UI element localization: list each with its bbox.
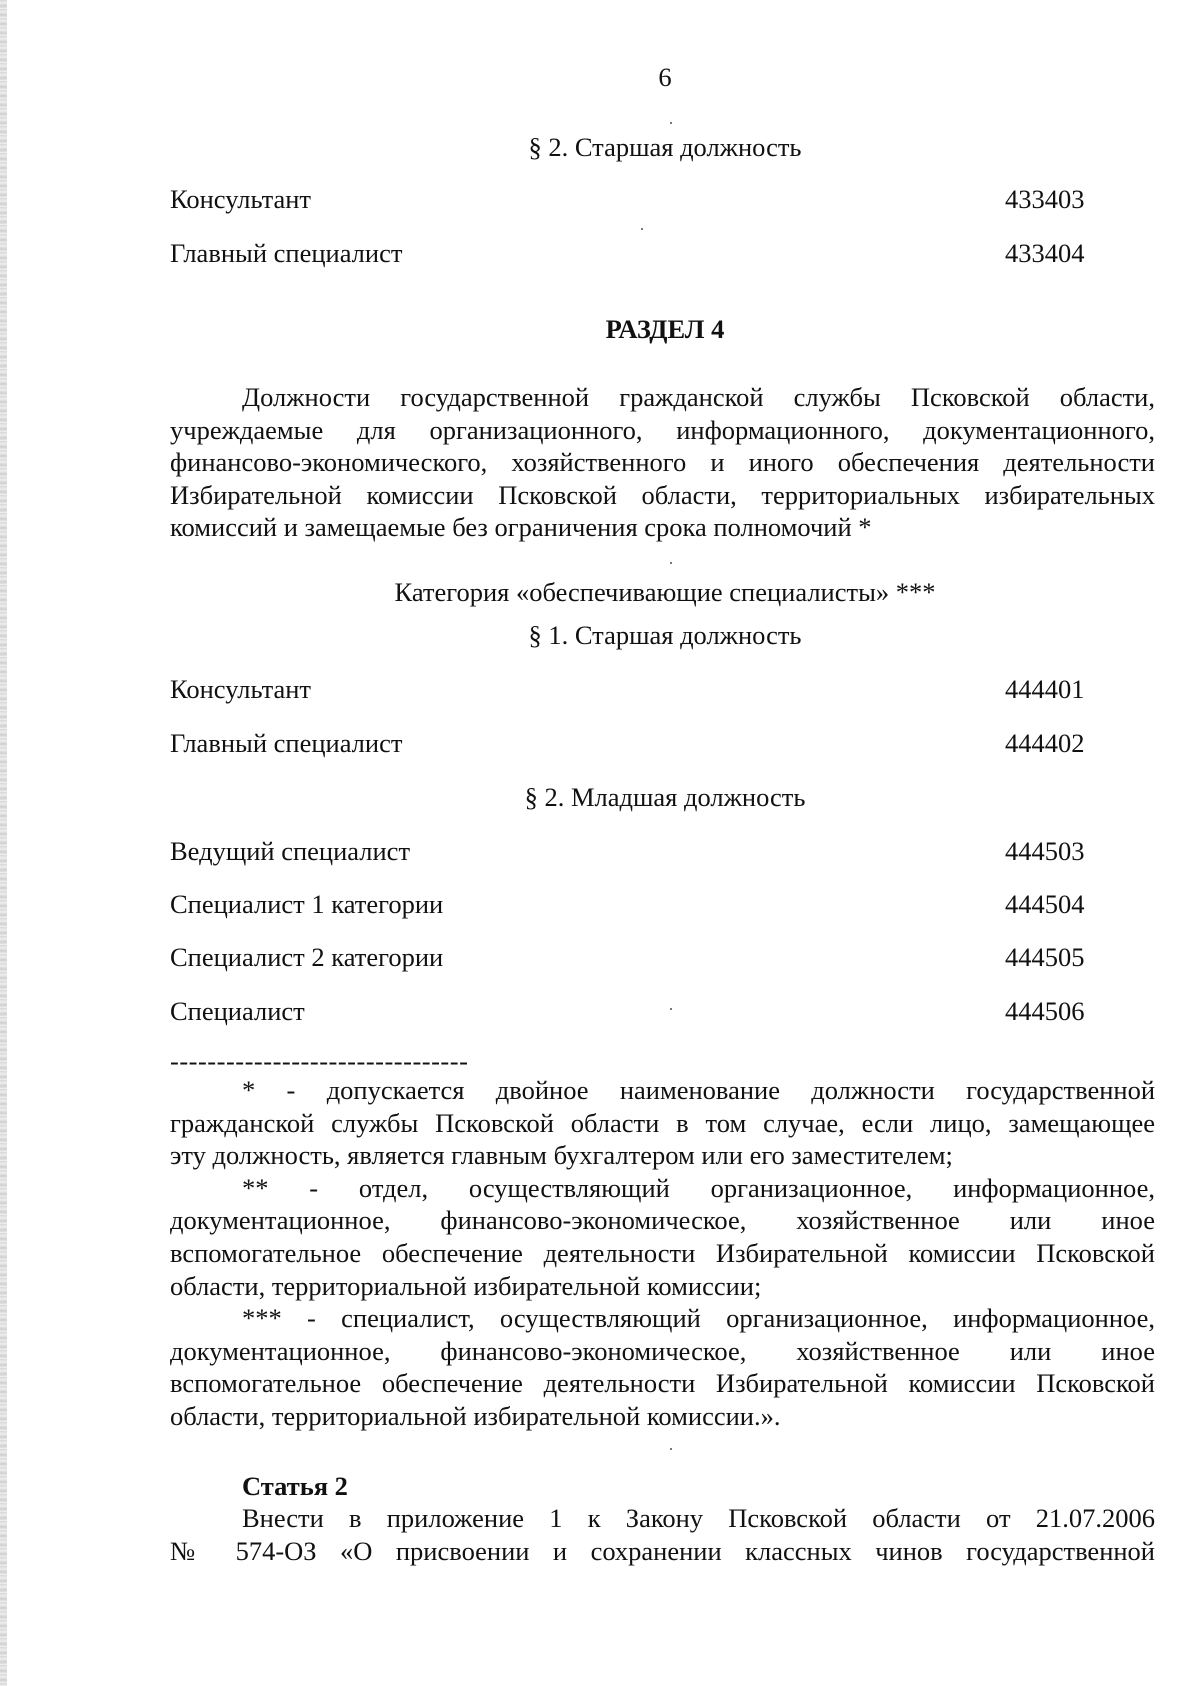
position-title: Главный специалист bbox=[170, 238, 403, 268]
footnote-line: документационное, финансово-экономическое, хозяйственное или иное bbox=[170, 1205, 1155, 1236]
paragraph-line: Внести в приложение 1 к Закону Псковской области от 21.07.2006 bbox=[242, 1503, 1155, 1533]
footnotes bbox=[170, 1074, 1155, 1433]
scan-speck bbox=[670, 562, 672, 564]
scan-speck bbox=[641, 228, 643, 230]
page-number: 6 bbox=[658, 62, 672, 92]
footnote-line: вспомогательное обеспечение деятельности Избирательной комиссии Псковской bbox=[170, 1368, 1155, 1399]
scan-speck bbox=[670, 122, 672, 124]
position-title: Специалист 1 категории bbox=[170, 889, 444, 919]
footnote-line: области, территориальной избирательной комиссии; bbox=[170, 1270, 762, 1301]
position-title: Консультант bbox=[170, 674, 312, 704]
position-code: 444402 bbox=[1005, 728, 1085, 758]
footnote-line: *** - специалист, осуществляющий организационное, информационное, bbox=[242, 1303, 1155, 1334]
group1-subheading: § 1. Старшая должность bbox=[528, 620, 802, 650]
section-heading: РАЗДЕЛ 4 bbox=[605, 314, 725, 344]
position-code: 444505 bbox=[1005, 942, 1085, 972]
footnote-line: ** - отдел, осуществляющий организационное, информационное, bbox=[242, 1172, 1155, 1203]
scan-speck bbox=[670, 1008, 672, 1010]
article-paragraph bbox=[170, 1502, 1155, 1567]
position-title: Консультант bbox=[170, 184, 312, 214]
position-title: Специалист bbox=[170, 996, 305, 1026]
paragraph-line: № 574-ОЗ «О присвоении и сохранении классных чинов государственной bbox=[170, 1535, 1155, 1566]
position-code: 433403 bbox=[1005, 184, 1085, 214]
paragraph-line: Должности государственной гражданской службы Псковской области, bbox=[242, 382, 1155, 412]
position-title: Ведущий специалист bbox=[170, 836, 411, 866]
category-heading: Категория «обеспечивающие специалисты» *** bbox=[394, 577, 936, 607]
footnote-separator: -------------------------------- bbox=[170, 1046, 469, 1076]
footnote-line: документационное, финансово-экономическое, хозяйственное или иное bbox=[170, 1335, 1155, 1366]
scan-speck bbox=[670, 1448, 672, 1450]
footnote-line: области, территориальной избирательной комиссии.». bbox=[170, 1400, 781, 1431]
position-code: 444401 bbox=[1005, 674, 1085, 704]
paragraph-line: учреждаемые для организационного, информационного, документационного, bbox=[170, 414, 1155, 445]
article-heading: Статья 2 bbox=[242, 1471, 348, 1501]
position-code: 444503 bbox=[1005, 836, 1085, 866]
footnote-line: гражданской службы Псковской области в том случае, если лицо, замещающее bbox=[170, 1107, 1155, 1138]
paragraph-line: Избирательной комиссии Псковской области, территориальных избирательных bbox=[170, 479, 1155, 510]
footnote-line: эту должность, является главным бухгалтером или его заместителем; bbox=[170, 1140, 953, 1171]
footnote-line: вспомогательное обеспечение деятельности Избирательной комиссии Псковской bbox=[170, 1237, 1155, 1268]
section-intro-paragraph bbox=[170, 381, 1155, 544]
section3-subheading: § 2. Старшая должность bbox=[528, 132, 802, 162]
position-code: 433404 bbox=[1005, 238, 1085, 268]
footnote-line: * - допускается двойное наименование должности государственной bbox=[242, 1075, 1155, 1105]
position-title: Главный специалист bbox=[170, 728, 403, 758]
position-title: Специалист 2 категории bbox=[170, 942, 444, 972]
group2-subheading: § 2. Младшая должность bbox=[524, 782, 806, 812]
position-code: 444506 bbox=[1005, 996, 1085, 1026]
position-code: 444504 bbox=[1005, 889, 1085, 919]
paragraph-line: комиссий и замещаемые без ограничения срока полномочий * bbox=[170, 512, 872, 543]
paragraph-line: финансово-экономического, хозяйственного и иного обеспечения деятельности bbox=[170, 447, 1155, 478]
scan-edge bbox=[0, 0, 7, 1686]
